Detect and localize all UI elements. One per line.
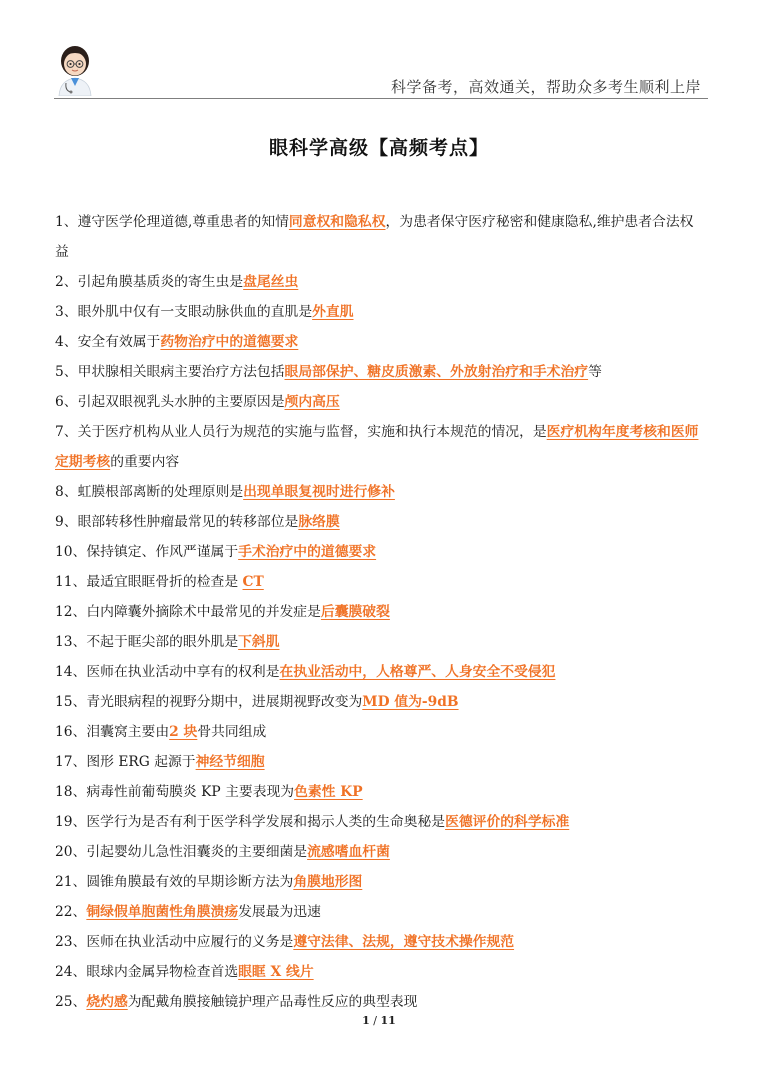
- item-number: 19、: [55, 814, 87, 830]
- item-text: 保持镇定、作风严谨属于: [86, 544, 239, 560]
- item-highlight: CT: [242, 574, 264, 590]
- item-highlight: 后囊膜破裂: [320, 604, 390, 620]
- item-number: 10、: [55, 544, 87, 560]
- item-number: 3、: [55, 304, 78, 320]
- key-point-item: [55, 747, 703, 777]
- item-text: 医学行为是否有利于医学科学发展和揭示人类的生命奥秘是: [86, 814, 446, 830]
- item-highlight: 在执业活动中，人格尊严、人身安全不受侵犯: [279, 664, 556, 680]
- key-point-item: [55, 927, 703, 957]
- page-title: 眼科学高级【高频考点】: [268, 137, 489, 159]
- item-highlight: 角膜地形图: [293, 874, 363, 890]
- key-point-item: [55, 657, 703, 687]
- item-number: 15、: [55, 694, 87, 710]
- key-point-item: [55, 207, 703, 267]
- item-number: 7、: [55, 424, 78, 440]
- item-number: 22、: [55, 904, 87, 920]
- item-highlight: 脉络膜: [298, 514, 340, 530]
- item-number: 16、: [55, 724, 87, 740]
- item-number: 13、: [55, 634, 87, 650]
- total-pages: 11: [380, 1014, 396, 1027]
- item-highlight: 外直肌: [312, 304, 354, 320]
- key-points-list: [55, 207, 703, 1017]
- item-text: 图形 ERG 起源于: [86, 754, 196, 770]
- key-point-item: [55, 567, 703, 597]
- current-page: 1: [362, 1014, 370, 1027]
- item-text: 引起双眼视乳头水肿的主要原因是: [77, 394, 285, 410]
- page-number: [0, 1014, 758, 1027]
- item-number: 12、: [55, 604, 87, 620]
- item-number: 11、: [55, 574, 87, 590]
- item-text-tail: 骨共同组成: [197, 724, 267, 740]
- item-highlight: 同意权和隐私权: [288, 214, 386, 230]
- key-point-item: [55, 867, 703, 897]
- page-separator: /: [369, 1014, 381, 1027]
- item-number: 17、: [55, 754, 87, 770]
- item-text: 医师在执业活动中享有的权利是: [86, 664, 280, 680]
- item-highlight: MD 值为-9dB: [362, 694, 459, 710]
- item-highlight: 盘尾丝虫: [243, 274, 299, 290]
- item-number: 1、: [55, 214, 78, 230]
- item-highlight: 神经节细胞: [195, 754, 265, 770]
- item-text: 圆锥角膜最有效的早期诊断方法为: [86, 874, 294, 890]
- item-text-tail: ，为患者保守医疗秘密和健康隐私,维护患者合法权益: [55, 214, 694, 260]
- item-highlight: 药物治疗中的道德要求: [160, 334, 299, 350]
- item-number: 18、: [55, 784, 87, 800]
- key-point-item: [55, 837, 703, 867]
- key-point-item: [55, 597, 703, 627]
- item-text: 白内障囊外摘除术中最常见的并发症是: [86, 604, 321, 620]
- item-text: 引起角膜基质炎的寄生虫是: [77, 274, 244, 290]
- key-point-item: [55, 507, 703, 537]
- item-text: 最适宜眼眶骨折的检查是: [86, 574, 243, 590]
- item-text: 病毒性前葡萄膜炎 KP 主要表现为: [86, 784, 295, 800]
- header-slogan: 科学备考，高效通关，帮助众多考生顺利上岸: [390, 78, 701, 96]
- item-text-tail: 发展最为迅速: [238, 904, 321, 920]
- key-point-item: [55, 627, 703, 657]
- key-point-item: [55, 807, 703, 837]
- item-highlight: 下斜肌: [238, 634, 280, 650]
- item-highlight: 出现单眼复视时进行修补: [243, 484, 395, 500]
- item-highlight: 铜绿假单胞菌性角膜溃疡: [86, 904, 239, 920]
- key-point-item: [55, 267, 703, 297]
- item-number: 5、: [55, 364, 78, 380]
- key-point-item: [55, 987, 703, 1017]
- item-text-tail: 的重要内容: [110, 454, 180, 470]
- item-highlight: 颅内高压: [284, 394, 340, 410]
- key-point-item: [55, 357, 703, 387]
- key-point-item: [55, 957, 703, 987]
- page-header: [0, 0, 758, 100]
- item-highlight: 色素性 KP: [294, 784, 363, 800]
- item-highlight: 流感嗜血杆菌: [307, 844, 390, 860]
- item-number: 25、: [55, 994, 87, 1010]
- key-point-item: [55, 327, 703, 357]
- item-text: 虹膜根部离断的处理原则是: [77, 484, 244, 500]
- item-highlight: 遵守法律、法规，遵守技术操作规范: [293, 934, 515, 950]
- key-point-item: [55, 477, 703, 507]
- item-number: 23、: [55, 934, 87, 950]
- item-number: 14、: [55, 664, 87, 680]
- item-text: 泪囊窝主要由: [86, 724, 170, 740]
- item-number: 24、: [55, 964, 87, 980]
- key-point-item: [55, 417, 703, 477]
- item-number: 21、: [55, 874, 87, 890]
- item-text: 引起婴幼儿急性泪囊炎的主要细菌是: [86, 844, 308, 860]
- item-number: 9、: [55, 514, 78, 530]
- item-text: 青光眼病程的视野分期中，进展期视野改变为: [86, 694, 363, 710]
- item-highlight: 烧灼感: [86, 994, 128, 1010]
- item-highlight: 眼局部保护、糖皮质激素、外放射治疗和手术治疗: [284, 364, 589, 380]
- item-text: 眼外肌中仅有一支眼动脉供血的直肌是: [77, 304, 313, 320]
- item-highlight: 手术治疗中的道德要求: [238, 544, 377, 560]
- item-number: 2、: [55, 274, 78, 290]
- item-text-tail: 为配戴角膜接触镜护理产品毒性反应的典型表现: [127, 994, 418, 1010]
- item-highlight: 2 块: [169, 724, 198, 740]
- item-number: 6、: [55, 394, 78, 410]
- item-number: 8、: [55, 484, 78, 500]
- item-number: 4、: [55, 334, 78, 350]
- item-number: 20、: [55, 844, 87, 860]
- header-divider: [54, 98, 708, 99]
- item-text: 遵守医学伦理道德,尊重患者的知情: [77, 214, 289, 230]
- item-text: 不起于眶尖部的眼外肌是: [86, 634, 239, 650]
- item-text: 眼部转移性肿瘤最常见的转移部位是: [77, 514, 299, 530]
- key-point-item: [55, 297, 703, 327]
- key-point-item: [55, 897, 703, 927]
- item-text: 眼球内金属异物检查首选: [86, 964, 239, 980]
- key-point-item: [55, 687, 703, 717]
- key-point-item: [55, 717, 703, 747]
- key-point-item: [55, 777, 703, 807]
- key-point-item: [55, 387, 703, 417]
- item-highlight: 医疗机构年度考核和医师定期考核: [55, 424, 699, 470]
- item-highlight: 医德评价的科学标准: [445, 814, 570, 830]
- item-text: 安全有效属于: [77, 334, 161, 350]
- item-text-tail: 等: [588, 364, 602, 380]
- item-text: 关于医疗机构从业人员行为规范的实施与监督，实施和执行本规范的情况，是: [77, 424, 547, 440]
- item-highlight: 眼眶 X 线片: [238, 964, 314, 980]
- item-text: 甲状腺相关眼病主要治疗方法包括: [77, 364, 285, 380]
- doctor-avatar-icon: [50, 42, 100, 96]
- item-text: 医师在执业活动中应履行的义务是: [86, 934, 294, 950]
- key-point-item: [55, 537, 703, 567]
